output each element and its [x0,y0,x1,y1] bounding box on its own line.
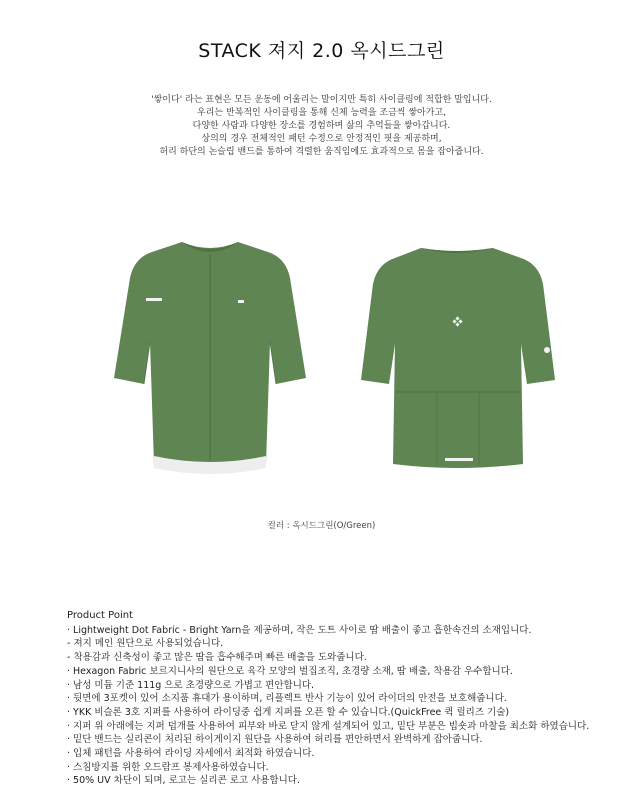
intro-line: 우리는 반복적인 사이클링을 통해 신체 능력을 조금씩 쌓아가고, [197,108,446,118]
jersey-back-image [355,232,560,482]
product-point-item: · 지퍼 위 아래에는 지퍼 덥개를 사용하여 피부와 바로 닫지 않게 설계되어 있고, 밑단 부분은 빕숏과 마찰을 최소화 하였습니다. [67,720,590,732]
front-logo-icon [146,298,162,301]
product-point-heading: Product Point [67,610,133,621]
product-point-item: · 밑단 밴드는 실리콘이 처리된 하이게이지 원단을 사용하여 허리를 편안하면서 완벽하게 잡아줍니다. [67,734,483,746]
product-point-item: · 스침방지를 위한 오드람프 봉제사용하였습니다. [67,761,269,773]
front-badge-icon [238,300,244,303]
product-point-item: · Hexagon Fabric 보르지니사의 원단으로 육각 모양의 벌집조직, 초경량 소재, 땀 배출, 착용감 우수합니다. [67,665,513,677]
jersey-back-body [361,248,555,468]
intro-text [0,94,643,159]
intro-line: 다양한 사람과 다양한 장소를 경험하며 삶의 추억들을 쌓아갑니다. [192,121,451,131]
reflective-strip [445,458,473,461]
jersey-front-image [110,232,310,482]
product-point-item: · YKK 비슬론 3호 지퍼를 사용하여 라이딩중 쉽게 지퍼를 오픈 할 수 있습니다.(QuickFree 퀵 릴리즈 기술) [67,706,510,718]
color-caption: 컬러 : 옥시드그린(O/Green) [267,521,376,531]
page-title: STACK 져지 2.0 옥시드그린 [198,40,445,62]
intro-line: 허리 하단의 논슬립 밴드를 통하여 격렬한 움직임에도 효과적으로 몸을 잡아줍니다. [159,147,484,157]
sleeve-logo-icon [544,347,550,353]
intro-line: 상의의 경우 전체적인 패턴 수정으로 안정적인 핏을 제공하며, [201,134,442,144]
intro-line: '쌓이다' 라는 표현은 모든 운동에 어울리는 말이지만 특히 사이클링에 적합한 말입니다. [151,95,492,105]
product-point-item: · 50% UV 차단이 되며, 로고는 실리콘 로고 사용합니다. [67,775,300,787]
product-point-item: · Lightweight Dot Fabric - Bright Yarn을 제공하며, 작은 도트 사이로 땀 배출이 좋고 흡한속건의 소재입니다. [67,624,532,636]
product-point-section [67,609,627,788]
product-point-item: · 입체 패턴을 사용하여 라이딩 자세에서 최적화 하였습니다. [67,748,315,760]
product-point-item: - 져지 메인 원단으로 사용되었습니다. [67,638,224,650]
product-point-item: · 남성 미듐 기준 111g 으로 초경량으로 가볍고 편안합니다. [67,679,315,691]
product-point-item: - 착용감과 신축성이 좋고 많은 땀을 흡수해주며 빠른 배출을 도와줍니다. [67,652,367,664]
product-point-item: · 뒷면에 3포켓이 있어 소지품 휴대가 용이하며, 리플렉트 반사 기능이 있어 라이더의 안전을 보호해줍니다. [67,693,507,705]
